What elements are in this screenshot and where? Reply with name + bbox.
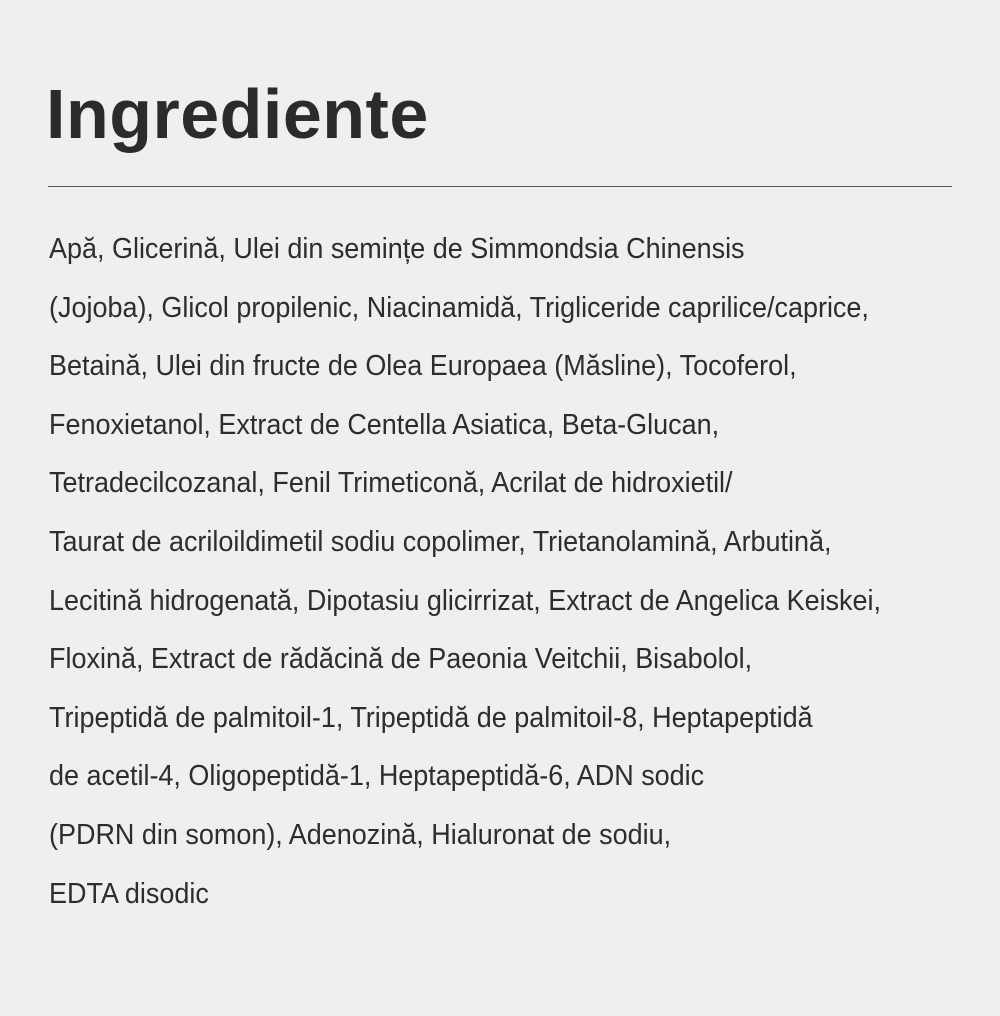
- ingredients-line: Floxină, Extract de rădăcină de Paeonia Veitchii, Bisabolol,: [49, 643, 753, 676]
- ingredients-list: [49, 220, 969, 923]
- ingredients-line: Tripeptidă de palmitoil-1, Tripeptidă de palmitoil-8, Heptapeptidă: [49, 701, 813, 734]
- ingredients-line: Tetradecilcozanal, Fenil Trimeticonă, Acrilat de hidroxietil/: [49, 467, 733, 500]
- ingredients-line: Apă, Glicerină, Ulei din semințe de Simmondsia Chinensis: [49, 233, 745, 265]
- title-divider: [48, 186, 952, 187]
- ingredients-line: Fenoxietanol, Extract de Centella Asiatica, Beta-Glucan,: [49, 408, 720, 441]
- ingredients-line: Lecitină hidrogenată, Dipotasiu glicirrizat, Extract de Angelica Keiskei,: [49, 584, 882, 617]
- page-title: Ingrediente: [46, 75, 429, 153]
- ingredients-line: Taurat de acriloildimetil sodiu copolimer, Trietanolamină, Arbutină,: [49, 525, 832, 558]
- ingredients-line: (Jojoba), Glicol propilenic, Niacinamidă, Trigliceride caprilice/caprice,: [49, 291, 869, 324]
- ingredients-line: de acetil-4, Oligopeptidă-1, Heptapeptidă-6, ADN sodic: [49, 760, 705, 793]
- ingredients-line: EDTA disodic: [49, 877, 209, 910]
- ingredients-line: (PDRN din somon), Adenozină, Hialuronat de sodiu,: [49, 818, 672, 851]
- ingredients-line: Betaină, Ulei din fructe de Olea Europaea (Măsline), Tocoferol,: [49, 350, 797, 383]
